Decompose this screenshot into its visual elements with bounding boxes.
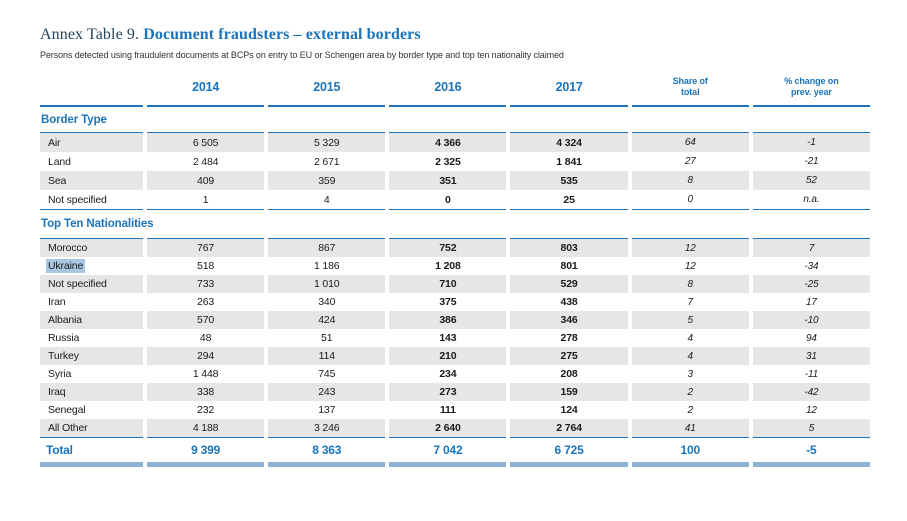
row-label-cell [40, 311, 143, 329]
cell-value: 4 366 [389, 133, 506, 152]
header-spacer [40, 74, 143, 105]
rule-segment [147, 105, 264, 107]
cell-value: 733 [147, 275, 264, 293]
cell-value: 1 208 [435, 260, 461, 272]
cell-value: 867 [268, 239, 385, 257]
cell-value: 338 [147, 383, 264, 401]
row-label: Not specified [48, 278, 107, 290]
total-label: Total [46, 443, 73, 457]
cell-value: -11 [804, 368, 819, 380]
column-header-share: Share of total [672, 75, 708, 97]
cell-value: 386 [389, 311, 506, 329]
rule-segment [40, 209, 143, 210]
cell-value: 535 [510, 171, 627, 190]
rule-segment [147, 462, 264, 467]
row-label: Sea [48, 174, 67, 187]
cell-value: 2 484 [192, 155, 219, 168]
cell-value: 745 [318, 368, 336, 380]
cell-value: 0 [687, 194, 693, 205]
data-table [40, 74, 870, 467]
cell-value: 41 [632, 419, 749, 437]
row-label: Iran [48, 296, 66, 308]
row-label-cell [40, 190, 143, 209]
column-header-2014: 2014 [192, 80, 220, 94]
total-value: 8 363 [312, 443, 342, 457]
table-title: Document fraudsters – external borders [143, 26, 421, 43]
table-row [40, 152, 870, 171]
cell-value: 346 [510, 311, 627, 329]
row-label-cell [40, 293, 143, 311]
row-label-cell [40, 275, 143, 293]
cell-value: 767 [147, 239, 264, 257]
row-label-cell [40, 171, 143, 190]
rule-segment [753, 105, 870, 107]
column-header-2015: 2015 [313, 80, 341, 94]
cell-value: 1 186 [313, 260, 340, 272]
cell-value: 359 [268, 171, 385, 190]
column-header-row [40, 74, 870, 105]
cell-value: 4 [687, 332, 693, 344]
cell-value: 208 [560, 368, 578, 380]
row-label-cell [40, 383, 143, 401]
rule-segment [510, 209, 627, 210]
row-label: Turkey [48, 350, 79, 362]
rule-segment [632, 209, 749, 210]
cell-value: 518 [197, 260, 215, 272]
table-number-label: Annex Table 9. [40, 26, 140, 43]
cell-value: 1 841 [556, 155, 582, 168]
row-label: Senegal [48, 404, 86, 416]
cell-value: 8 [632, 275, 749, 293]
rule-segment [268, 105, 385, 107]
cell-value: 340 [318, 296, 336, 308]
cell-value: 2 [687, 404, 693, 416]
cell-value: -42 [753, 383, 870, 401]
rule-segment [389, 105, 506, 107]
rule-segment [268, 209, 385, 210]
table-bottom-bar [40, 462, 870, 467]
cell-value: 438 [560, 296, 578, 308]
cell-value: 232 [197, 404, 215, 416]
column-header-change: % change on prev. year [784, 75, 839, 97]
table-row [40, 171, 870, 190]
cell-value: 570 [147, 311, 264, 329]
total-value: 6 725 [554, 443, 584, 457]
page-title [40, 26, 870, 44]
cell-value: 159 [510, 383, 627, 401]
cell-value: 7 [753, 239, 870, 257]
row-label-cell [40, 347, 143, 365]
row-label-cell [40, 152, 143, 171]
table-row [40, 365, 870, 383]
row-label-cell [40, 133, 143, 152]
cell-value: 52 [753, 171, 870, 190]
section-header-border-type: Border Type [41, 113, 107, 126]
cell-value: 48 [199, 332, 212, 344]
table-row [40, 329, 870, 347]
cell-value: 12 [684, 260, 696, 272]
row-label: Ukraine [48, 260, 84, 272]
cell-value: n.a. [803, 194, 820, 205]
cell-value: 3 246 [268, 419, 385, 437]
cell-value: 210 [389, 347, 506, 365]
cell-value: 1 448 [192, 368, 219, 380]
cell-value: 94 [805, 332, 817, 344]
cell-value: 111 [439, 404, 456, 416]
row-label-cell [40, 329, 143, 347]
cell-value: 5 [753, 419, 870, 437]
row-label: Syria [48, 368, 72, 380]
table-row [40, 293, 870, 311]
cell-value: 7 [687, 296, 693, 308]
cell-value: -1 [753, 133, 870, 152]
cell-value: 275 [510, 347, 627, 365]
cell-value: -25 [753, 275, 870, 293]
rule-segment [268, 462, 385, 467]
total-value: -5 [806, 443, 817, 457]
rule-segment [510, 105, 627, 107]
cell-value: 801 [560, 260, 578, 272]
cell-value: 114 [268, 347, 385, 365]
cell-value: 2 764 [510, 419, 627, 437]
table-row [40, 401, 870, 419]
row-label: Land [48, 155, 71, 168]
cell-value: 234 [439, 368, 457, 380]
section-rule [40, 209, 870, 210]
cell-value: 409 [147, 171, 264, 190]
cell-value: 3 [687, 368, 693, 380]
row-label: Air [48, 136, 61, 149]
header-rule [40, 105, 870, 107]
total-value: 100 [680, 443, 700, 457]
row-label: Russia [48, 332, 80, 344]
cell-value: 752 [389, 239, 506, 257]
column-header-2017: 2017 [555, 80, 583, 94]
table-row [40, 133, 870, 152]
rule-segment [389, 209, 506, 210]
table-row [40, 383, 870, 401]
row-label: Iraq [48, 386, 66, 398]
rule-segment [40, 462, 143, 467]
cell-value: 0 [445, 193, 451, 206]
row-label-cell [40, 257, 143, 275]
cell-value: 1 010 [268, 275, 385, 293]
cell-value: 1 [202, 193, 209, 206]
cell-value: 4 324 [510, 133, 627, 152]
row-label-cell [40, 419, 143, 437]
cell-value: 5 [632, 311, 749, 329]
cell-value: 803 [510, 239, 627, 257]
rule-segment [753, 209, 870, 210]
cell-value: 143 [439, 332, 457, 344]
cell-value: 12 [632, 239, 749, 257]
cell-value: 8 [632, 171, 749, 190]
cell-value: 4 [632, 347, 749, 365]
row-label: All Other [48, 422, 88, 434]
cell-value: 137 [318, 404, 336, 416]
table-row [40, 419, 870, 437]
cell-value: 12 [805, 404, 817, 416]
row-label: Morocco [48, 242, 88, 254]
column-header-2016: 2016 [434, 80, 462, 94]
cell-value: 31 [753, 347, 870, 365]
table-row [40, 347, 870, 365]
cell-value: 64 [632, 133, 749, 152]
table-subtitle: Persons detected using fraudulent documents at BCPs on entry to EU or Schengen area by border type and top ten nationality claimed [40, 50, 564, 60]
row-label-cell [40, 365, 143, 383]
cell-value: -10 [753, 311, 870, 329]
cell-value: -21 [804, 156, 819, 167]
rule-segment [40, 105, 143, 107]
cell-value: 17 [805, 296, 817, 308]
cell-value: 2 671 [313, 155, 340, 168]
cell-value: 4 188 [147, 419, 264, 437]
rule-segment [753, 462, 870, 467]
rule-segment [389, 462, 506, 467]
section-header-nationalities: Top Ten Nationalities [41, 218, 154, 230]
row-label-cell [40, 401, 143, 419]
cell-value: 424 [268, 311, 385, 329]
cell-value: 263 [197, 296, 215, 308]
table-row [40, 190, 870, 209]
cell-value: -34 [804, 260, 819, 272]
row-label-cell [40, 239, 143, 257]
table-row [40, 311, 870, 329]
cell-value: 5 329 [268, 133, 385, 152]
cell-value: 124 [560, 404, 578, 416]
cell-value: 278 [560, 332, 578, 344]
border-type-rows [40, 133, 870, 209]
total-value: 7 042 [433, 443, 463, 457]
row-label: Albania [48, 314, 82, 326]
cell-value: 351 [389, 171, 506, 190]
total-row [40, 438, 870, 462]
cell-value: 6 505 [147, 133, 264, 152]
rule-segment [147, 209, 264, 210]
cell-value: 375 [439, 296, 457, 308]
rule-segment [632, 105, 749, 107]
cell-value: 2 640 [389, 419, 506, 437]
row-label: Not specified [48, 193, 107, 206]
cell-value: 294 [147, 347, 264, 365]
cell-value: 2 325 [435, 155, 461, 168]
cell-value: 710 [389, 275, 506, 293]
rule-segment [632, 462, 749, 467]
cell-value: 51 [321, 332, 333, 344]
cell-value: 4 [323, 193, 330, 206]
cell-value: 27 [684, 156, 696, 167]
cell-value: 273 [389, 383, 506, 401]
cell-value: 25 [563, 193, 575, 206]
nationality-rows [40, 239, 870, 437]
rule-segment [510, 462, 627, 467]
total-value: 9 399 [191, 443, 221, 457]
table-row [40, 275, 870, 293]
table-row [40, 239, 870, 257]
cell-value: 2 [632, 383, 749, 401]
table-row [40, 257, 870, 275]
cell-value: 243 [268, 383, 385, 401]
cell-value: 529 [510, 275, 627, 293]
